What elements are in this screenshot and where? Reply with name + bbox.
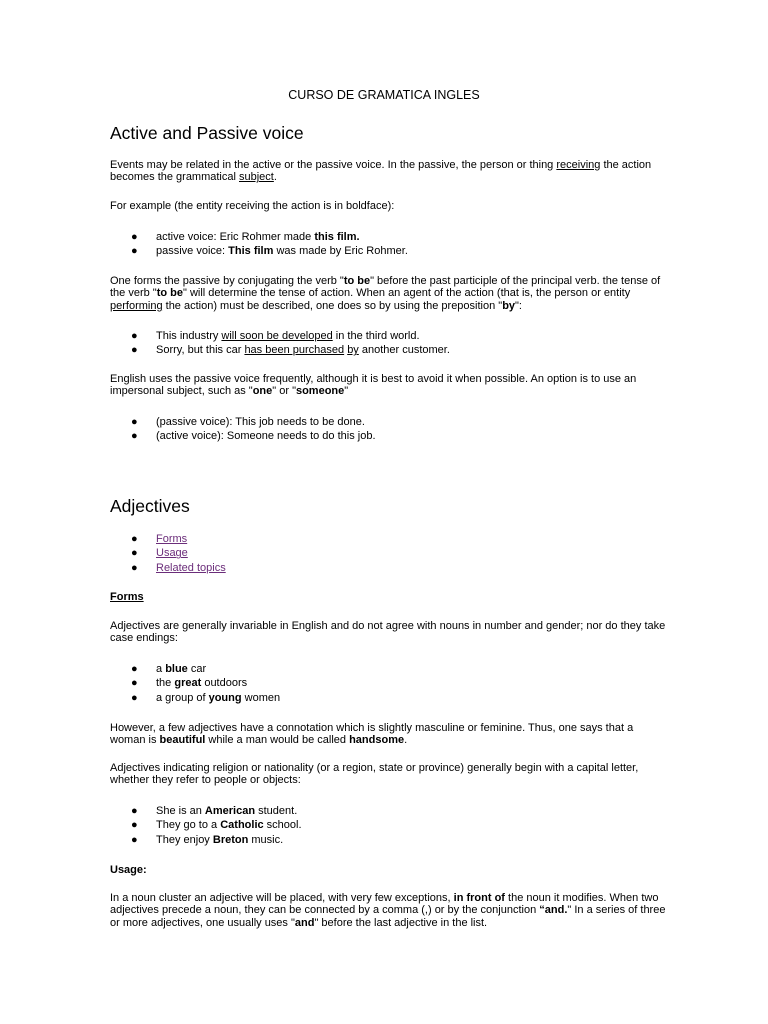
- term-receiving: receiving: [556, 159, 601, 171]
- paragraph-connotation: However, a few adjectives have a connotation which is slightly masculine or feminine. Thus, one says that a woman is beautiful while a man would be called handsome.: [110, 722, 634, 747]
- list-item: ● a blue car: [131, 663, 207, 675]
- link-usage[interactable]: Usage: [156, 547, 188, 560]
- paragraph-invariable: Adjectives are generally invariable in English and do not agree with nouns in number and gender; nor do they take case endings:: [110, 620, 666, 645]
- section-heading-active-passive: Active and Passive voice: [110, 123, 304, 143]
- toc-item-forms: ● Forms: [131, 533, 188, 545]
- link-related-topics[interactable]: Related topics: [156, 561, 226, 574]
- list-nationality-examples: [110, 804, 668, 847]
- list-item: ● (active voice): Someone needs to do this job.: [131, 430, 376, 443]
- list-item: ● a group of young women: [131, 691, 281, 704]
- list-item: ● They enjoy Breton music.: [131, 833, 284, 846]
- paragraph-intro: Events may be related in the active or the passive voice. In the passive, the person or thing receiving the action becomes the grammatical subject.: [110, 159, 652, 184]
- paragraph-usage: In a noun cluster an adjective will be placed, with very few exceptions, in front of the noun it modifies. When two adjectives precede a noun, they can be connected by a comma (,) or by the conjunction “and." In a series of three or more adjectives, one usually uses "and" before the last adjective in the list.: [110, 892, 666, 929]
- list-adjective-examples: [110, 662, 668, 705]
- paragraph-example: For example (the entity receiving the action is in boldface):: [110, 200, 395, 212]
- list-voice-examples: [110, 230, 668, 259]
- toc-item-related-topics: ● Related topics: [131, 561, 226, 574]
- adjectives-toc: [110, 532, 668, 575]
- list-item: ● This industry will soon be developed in the third world.: [131, 330, 420, 342]
- section-heading-adjectives: Adjectives: [110, 496, 190, 516]
- subheading-usage: Usage:: [110, 864, 147, 876]
- list-item: ● the great outdoors: [131, 677, 248, 690]
- list-passive-examples: [110, 329, 668, 358]
- paragraph-religion-nationality: Adjectives indicating religion or nationality (or a region, state or province) generally begin with a capital letter, whether they refer to people or objects:: [110, 762, 639, 787]
- list-item: ● Sorry, but this car has been purchased by another customer.: [131, 344, 450, 357]
- list-item: ● (passive voice): This job needs to be done.: [131, 416, 365, 428]
- paragraph-forming-passive: One forms the passive by conjugating the verb "to be" before the past participle of the principal verb. the tense of the verb "to be" will determine the tense of action. When an agent of the action (that is, the person or entity performing the action) must be described, one does so by using the preposition "by":: [110, 275, 661, 312]
- document-title: CURSO DE GRAMATICA INGLES: [288, 88, 480, 102]
- list-item: ● passive voice: This film was made by Eric Rohmer.: [131, 245, 408, 258]
- list-item: ● She is an American student.: [131, 805, 298, 817]
- list-item: ● They go to a Catholic school.: [131, 819, 302, 832]
- subheading-forms: Forms: [110, 591, 144, 603]
- list-item: ● active voice: Eric Rohmer made this film.: [131, 231, 360, 243]
- term-subject: subject: [239, 171, 274, 184]
- toc-item-usage: ● Usage: [131, 547, 188, 560]
- list-impersonal-examples: [110, 415, 668, 444]
- link-forms[interactable]: Forms: [156, 533, 188, 545]
- paragraph-impersonal-subject: English uses the passive voice frequently, although it is best to avoid it when possible. An option is to use an impersonal subject, such as "one" or "someone": [110, 373, 637, 398]
